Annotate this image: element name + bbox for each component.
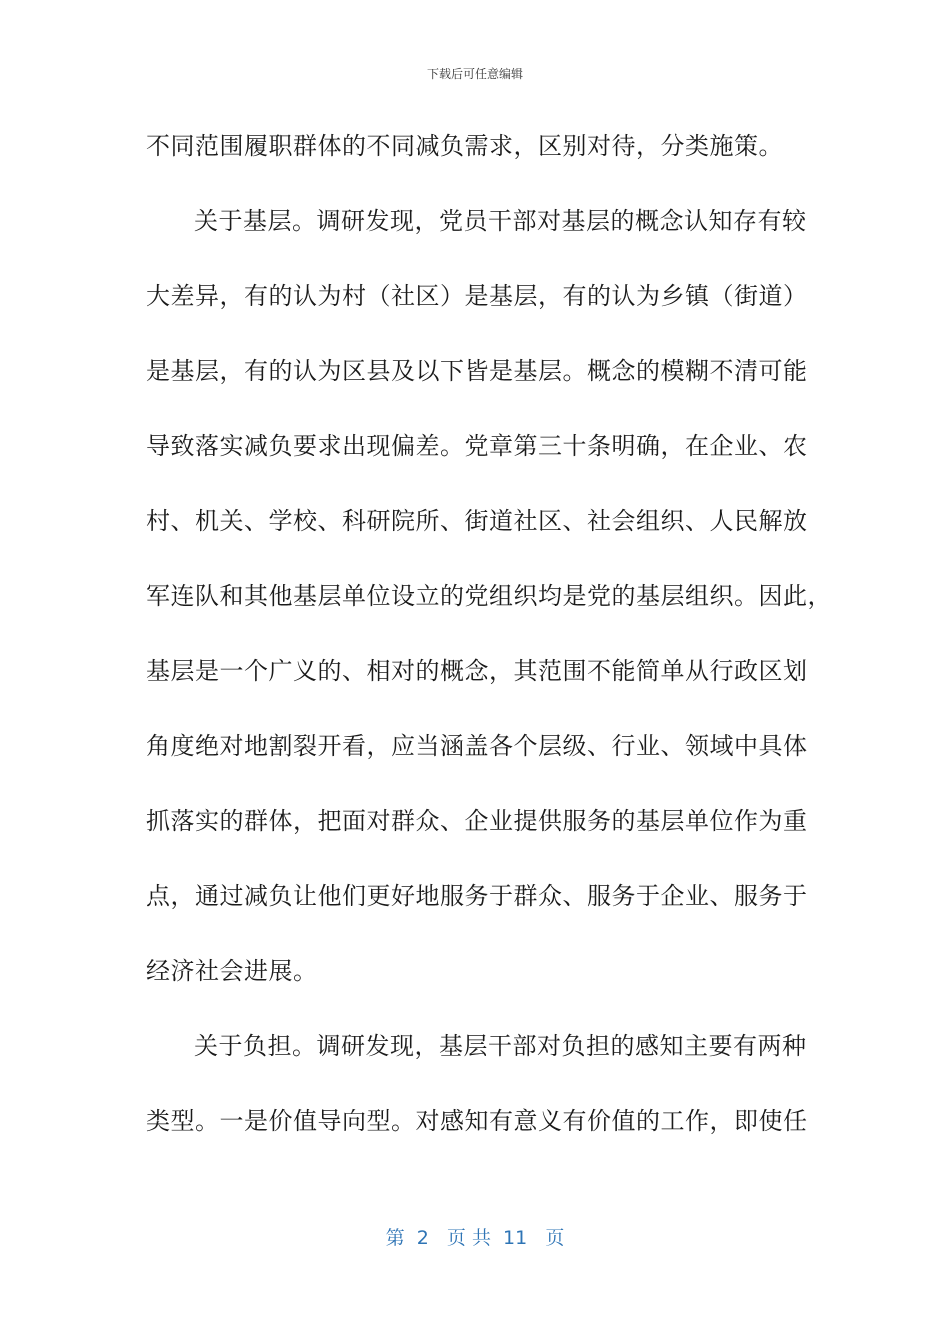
text-line: 不同范围履职群体的不同减负需求，区别对待，分类施策。 <box>146 132 783 160</box>
text-line: 关于基层。调研发现，党员干部对基层的概念认知存有较 <box>194 207 807 235</box>
text-line: 大差异，有的认为村（社区）是基层，有的认为乡镇（街道） <box>146 282 808 310</box>
page-header: 下载后可任意编辑 <box>426 67 523 81</box>
text-line: 军连队和其他基层单位设立的党组织均是党的基层组织。因此， <box>146 582 832 610</box>
text-line: 类型。一是价值导向型。对感知有意义有价值的工作，即使任 <box>146 1107 808 1135</box>
page-number: 第 2 页 共 11 页 <box>385 1227 565 1249</box>
text-line: 抓落实的群体，把面对群众、企业提供服务的基层单位作为重 <box>146 807 808 835</box>
text-line: 角度绝对地割裂开看，应当涵盖各个层级、行业、领域中具体 <box>146 732 808 760</box>
text-line: 导致落实减负要求出现偏差。党章第三十条明确，在企业、农 <box>146 432 808 460</box>
text-line: 关于负担。调研发现，基层干部对负担的感知主要有两种 <box>194 1032 807 1060</box>
document-body <box>146 120 832 1170</box>
text-line: 经济社会进展。 <box>146 957 318 985</box>
text-line: 点，通过减负让他们更好地服务于群众、服务于企业、服务于 <box>146 882 808 910</box>
page-footer <box>0 1226 950 1250</box>
text-line: 基层是一个广义的、相对的概念，其范围不能简单从行政区划 <box>146 657 808 685</box>
text-line: 村、机关、学校、科研院所、街道社区、社会组织、人民解放 <box>146 507 808 535</box>
text-line: 是基层，有的认为区县及以下皆是基层。概念的模糊不清可能 <box>146 357 808 385</box>
